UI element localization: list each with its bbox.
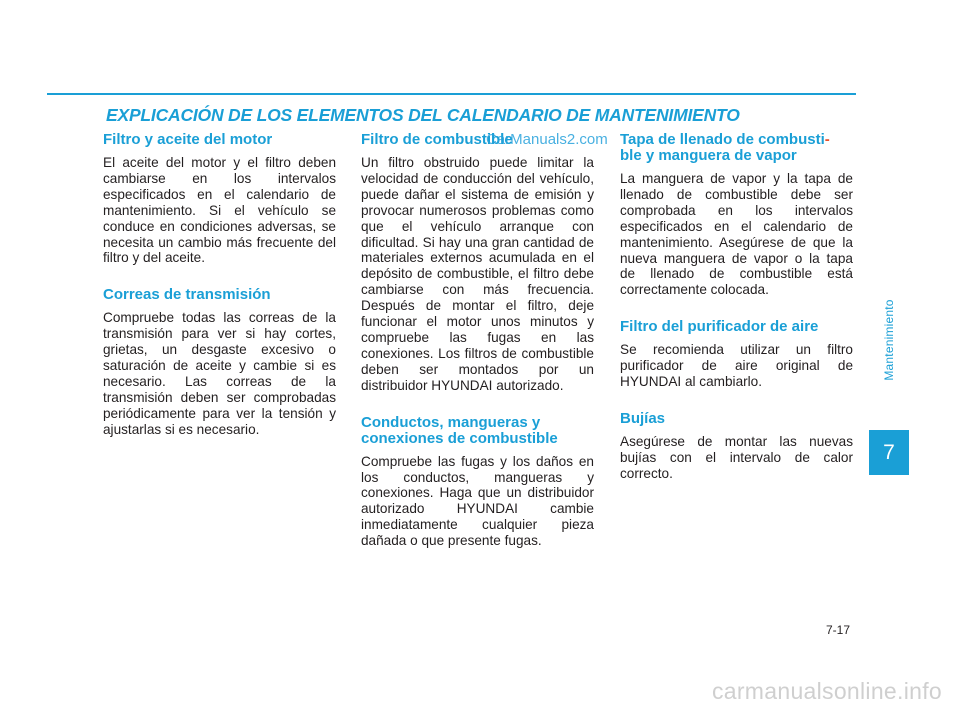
column-3 bbox=[620, 132, 853, 503]
section-heading: Correas de transmisión bbox=[103, 286, 271, 304]
section-heading: Filtro de combustible bbox=[361, 131, 513, 148]
section-body: El aceite del motor y el filtro deben cambiarse en los intervalos especificados en el calendario de mantenimiento. Si el vehículo se conduce en condiciones adversas, se necesita un cambio más frecuente del filtro y del aceite. bbox=[103, 155, 336, 266]
section-fuel-filter bbox=[361, 132, 594, 394]
column-1 bbox=[103, 132, 336, 459]
section-body: Un filtro obstruido puede limitar la velocidad de conducción del vehículo, puede dañar el sistema de emisión y provocar numerosos problemas como que el vehículo arranque con dificultad. Si hay una gran cantidad de materiales externos acumulada en el depósito de combustible, el filtro debe cambiarse con más frecuencia. Después de montar el filtro, deje funcionar el motor unos minutos y compruebe las fugas en las conexiones. Los filtros de combustible deben ser montados por un distribuidor HYUNDAI autorizado. bbox=[361, 155, 594, 393]
section-heading: Filtro del purificador de aire bbox=[620, 318, 819, 336]
heading-hyphen: - bbox=[824, 131, 830, 148]
heading-part: Tapa de llenado de combusti bbox=[620, 131, 825, 148]
footer-watermark: carmanualsonline.info bbox=[711, 678, 942, 704]
section-engine-oil-filter bbox=[103, 132, 336, 266]
section-fuel-cap-vapor-hose bbox=[620, 132, 853, 298]
section-heading: Filtro y aceite del motor bbox=[103, 131, 273, 148]
top-rule bbox=[47, 93, 856, 95]
column-2 bbox=[361, 132, 594, 570]
page-title: EXPLICACIÓN DE LOS ELEMENTOS DEL CALENDARIO DE MANTENIMIENTO bbox=[106, 105, 740, 125]
section-heading: Bujías bbox=[620, 409, 666, 427]
section-drive-belts bbox=[103, 287, 336, 437]
section-heading: Conductos, mangueras y conexiones de combustible bbox=[361, 413, 558, 447]
watermark-carmanuals2: CarManuals2.com bbox=[486, 131, 608, 148]
chapter-label: Mantenimiento bbox=[882, 299, 896, 381]
section-body: La manguera de vapor y la tapa de llenado de combustible debe ser comprobada en los intervalos especificados en el calendario de mantenimiento. Asegúrese de que la nueva manguera de vapor o la tapa de llenado de combustible está correctamente colocada. bbox=[620, 171, 853, 298]
section-body: Compruebe todas las correas de la transmisión para ver si hay cortes, grietas, un desgaste excesivo o saturación de aceite y cambie si es necesario. Las correas de la transmisión deben ser comprobadas periódicamente para ver la tensión y ajustarlas si es necesario. bbox=[103, 310, 336, 437]
section-heading bbox=[620, 132, 853, 164]
heading-part: ble y manguera de vapor bbox=[620, 147, 797, 164]
chapter-tab: 7 bbox=[869, 430, 909, 475]
page-number: 7-17 bbox=[826, 623, 851, 637]
section-body: Compruebe las fugas y los daños en los conductos, mangueras y conexiones. Haga que un distribuidor autorizado HYUNDAI cambie inmediatamente cualquier pieza dañada o que presente fugas. bbox=[361, 453, 594, 549]
section-air-filter bbox=[620, 319, 853, 390]
section-body: Asegúrese de montar las nuevas bujías con el intervalo de calor correcto. bbox=[620, 433, 853, 481]
section-fuel-lines bbox=[361, 415, 594, 549]
section-spark-plugs bbox=[620, 411, 853, 482]
section-body: Se recomienda utilizar un filtro purificador de aire original de HYUNDAI al cambiarlo. bbox=[620, 342, 853, 390]
